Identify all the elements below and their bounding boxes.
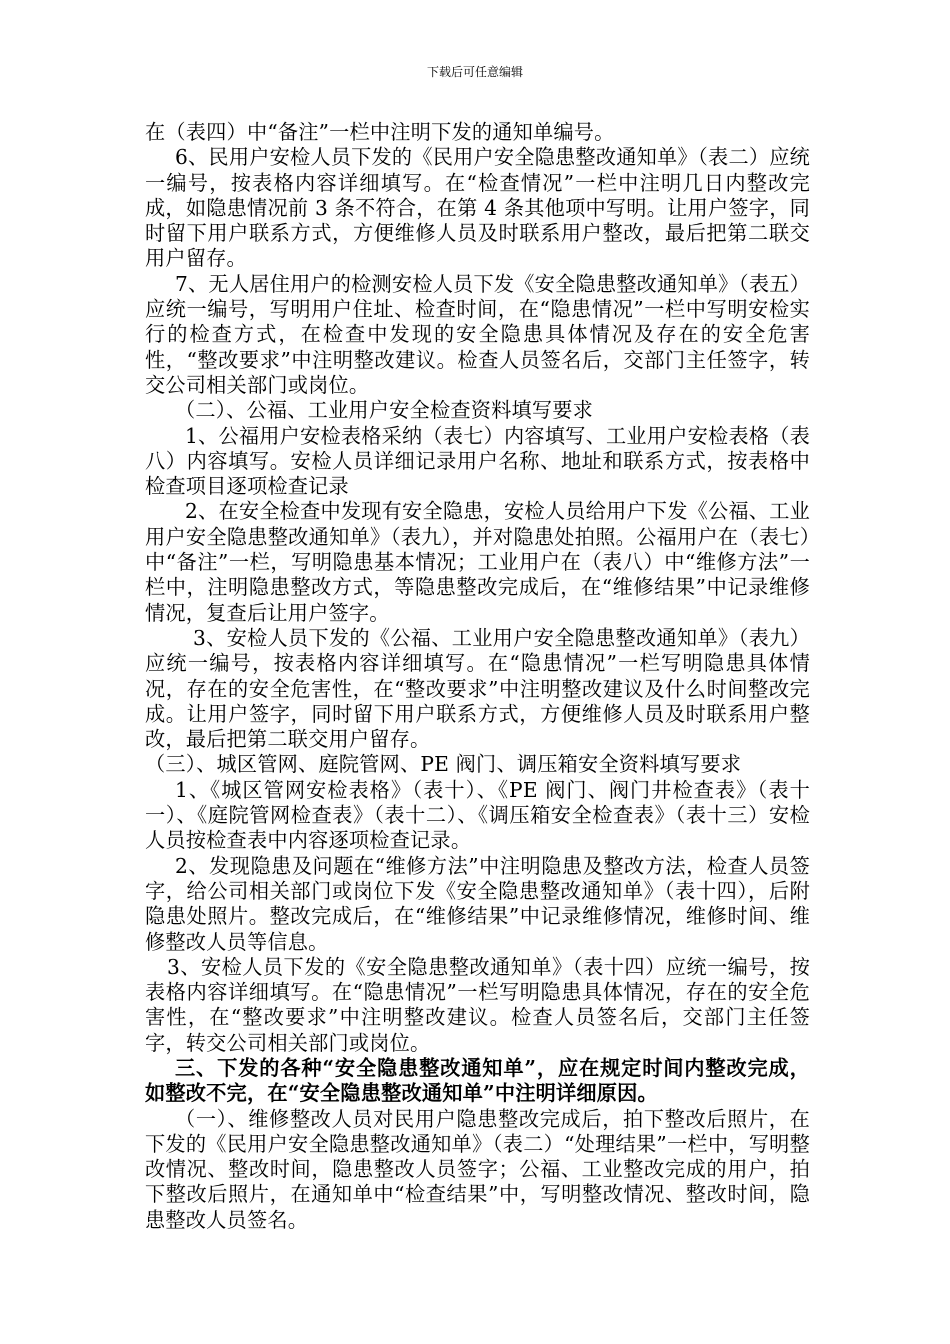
paragraph-section2-item-3: 3、安检人员下发的《公福、工业用户安全隐患整改通知单》（表九）应统一编号，按表格内容详细填写。在“隐患情况”一栏写明隐患具体情况，存在的安全危害性，在“整改要求”中注明整改建议及什么时间整改完成。让用户签字，同时留下用户联系方式，方便维修人员及时联系用户整改，最后把第二联交用户留存。 <box>145 625 810 752</box>
paragraph-section2-item-2: 2、在安全检查中发现有安全隐患，安检人员给用户下发《公福、工业用户安全隐患整改通知单》（表九），并对隐患处拍照。公福用户在（表七）中“备注”一栏，写明隐患基本情况；工业用户在（表八）中“维修方法”一栏中，注明隐患整改方式，等隐患整改完成后，在“维修结果”中记录维修情况，复查后让用户签字。 <box>145 499 810 625</box>
document-body <box>145 120 810 1233</box>
section-heading-3: （三）、城区管网、庭院管网、PE 阀门、调压箱安全资料填写要求 <box>145 752 742 777</box>
paragraph-section2-item-1: 1、公福用户安检表格采纳（表七）内容填写、工业用户安检表格（表八）内容填写。安检人员详细记录用户名称、地址和联系方式，按表格中检查项目逐项检查记录 <box>145 423 810 499</box>
paragraph-section3-item-1: 1、《城区管网安检表格》（表十）、《PE 阀门、阀门井检查表》（表十一）、《庭院管网检查表》（表十二）、《调压箱安全检查表》（表十三）安检人员按检查表中内容逐项检查记录。 <box>145 777 810 853</box>
paragraph-item-7: 7、无人居住用户的检测安检人员下发《安全隐患整改通知单》（表五）应统一编号，写明用户住址、检查时间，在“隐患情况”一栏中写明安检实行的检查方式，在检查中发现的安全隐患具体情况及存在的安全危害性，“整改要求”中注明整改建议。检查人员签名后，交部门主任签字，转交公司相关部门或岗位。 <box>145 271 810 397</box>
paragraph-subsection-1: （一）、维修整改人员对民用户隐患整改完成后，拍下整改后照片，在下发的《民用户安全隐患整改通知单》（表二）“处理结果”一栏中，写明整改情况、整改时间，隐患整改人员签字；公福、工业整改完成的用户，拍下整改后照片，在通知单中“检查结果”中，写明整改情况、整改时间，隐患整改人员签名。 <box>145 1106 810 1232</box>
paragraph-item-6: 6、民用户安检人员下发的《民用户安全隐患整改通知单》（表二）应统一编号，按表格内容详细填写。在“检查情况”一栏中注明几日内整改完成，如隐患情况前 3 条不符合，在第 4 条其他项中写明。让用户签字，同时留下用户联系方式，方便维修人员及时联系用户整改，最后把第二联交用户留存。 <box>145 145 810 271</box>
section-heading-2: （二）、公福、工业用户安全检查资料填写要求 <box>175 398 594 423</box>
paragraph-section3-item-2: 2、发现隐患及问题在“维修方法”中注明隐患及整改方法，检查人员签字，给公司相关部门或岗位下发《安全隐患整改通知单》（表十四），后附隐患处照片。整改完成后，在“维修结果”中记录维修情况，维修时间、维修整改人员等信息。 <box>145 853 810 954</box>
section-heading-three: 三、下发的各种“安全隐患整改通知单”，应在规定时间内整改完成，如整改不完，在“安全隐患整改通知单”中注明详细原因。 <box>145 1055 810 1106</box>
page-header: 下载后可任意编辑 <box>426 65 523 79</box>
paragraph-table4-note: 在（表四）中“备注”一栏中注明下发的通知单编号。 <box>145 120 615 144</box>
paragraph-section3-item-3: 3、安检人员下发的《安全隐患整改通知单》（表十四）应统一编号，按表格内容详细填写。在“隐患情况”一栏写明隐患具体情况，存在的安全危害性，在“整改要求”中注明整改建议。检查人员签名后，交部门主任签字，转交公司相关部门或岗位。 <box>145 954 810 1055</box>
